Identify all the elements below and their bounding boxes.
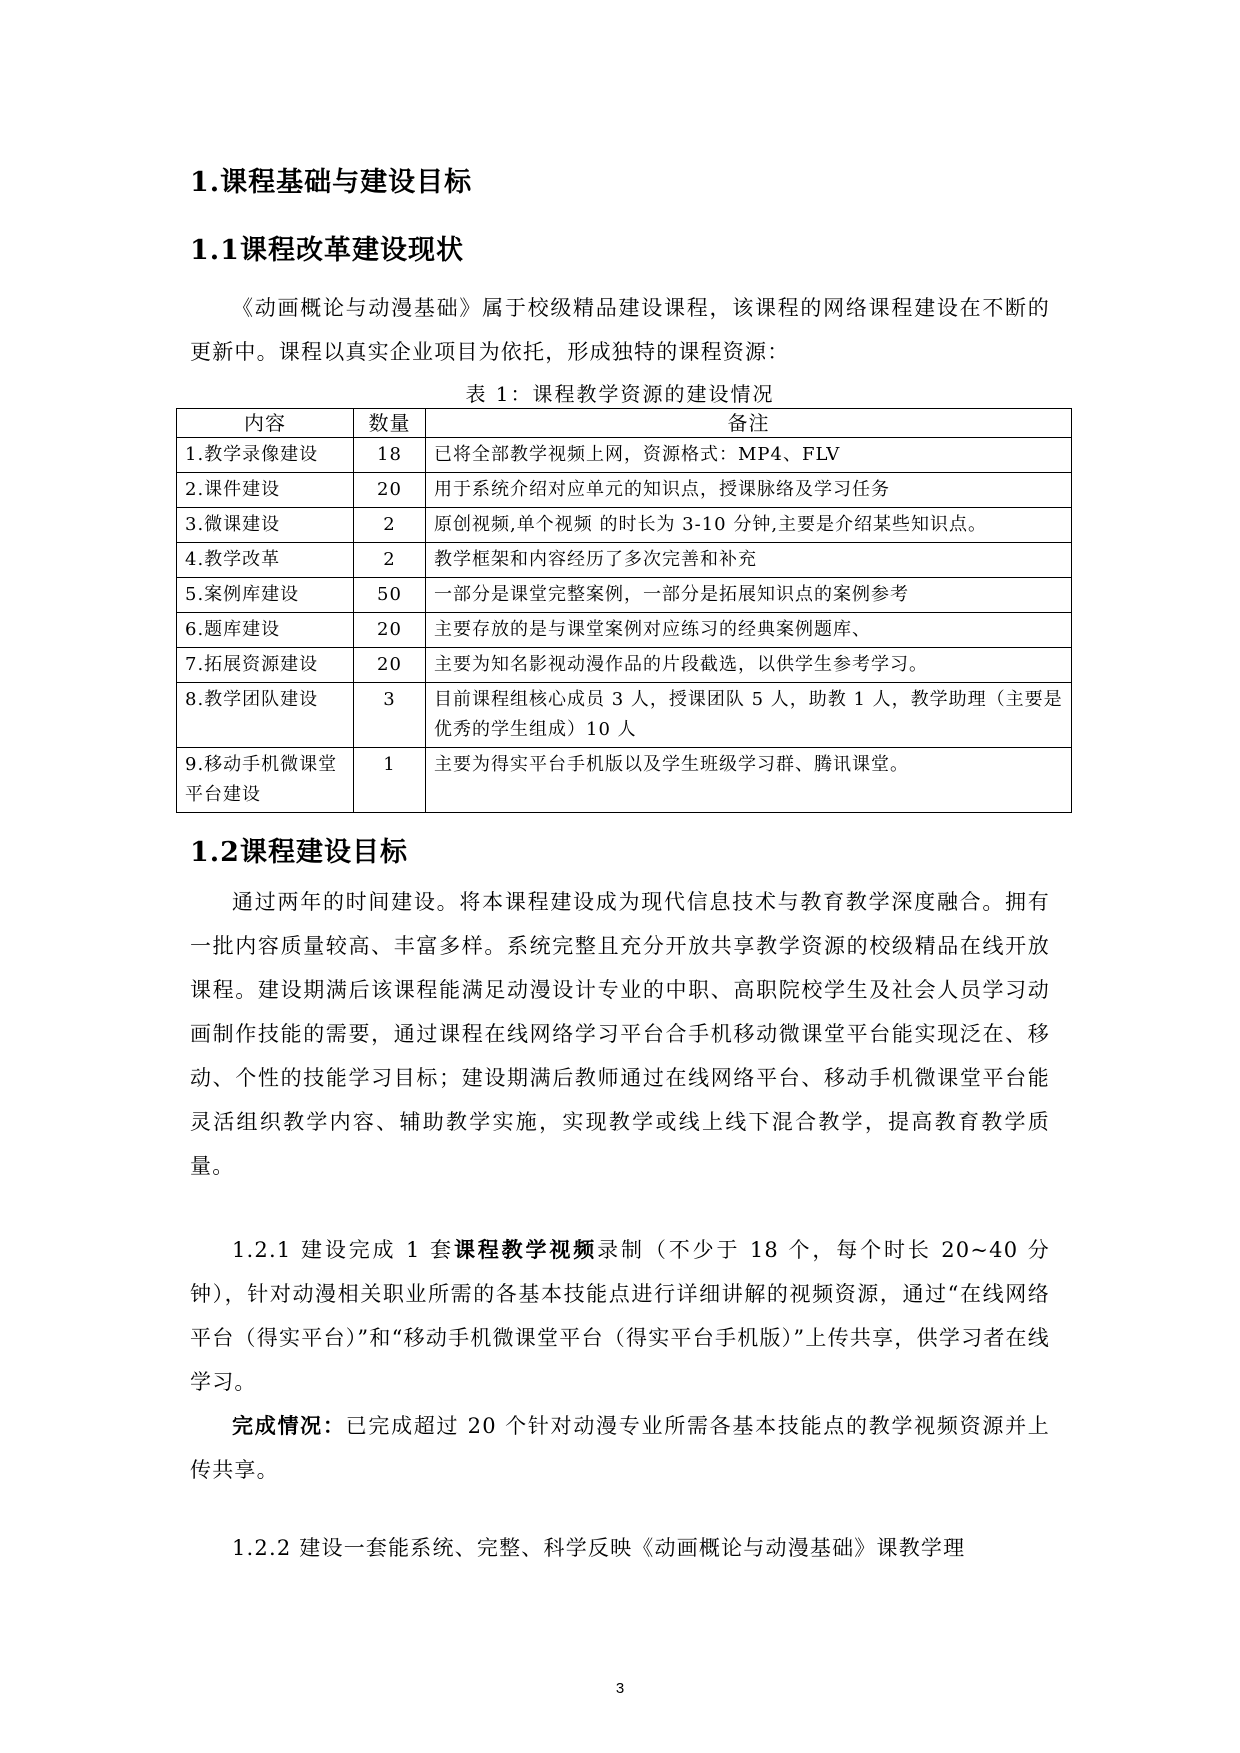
subsection-heading-1-1: 1.1课程改革建设现状: [190, 235, 464, 266]
cell-remarks: 主要为得实平台手机版以及学生班级学习群、腾讯课堂。: [426, 748, 1072, 813]
table-header-row: [177, 409, 1072, 438]
table-row: [177, 748, 1072, 813]
resources-table: [176, 408, 1072, 813]
completion-paragraph: [190, 1404, 1050, 1492]
cell-content: 4.教学改革: [177, 543, 354, 578]
cell-quantity: 20: [354, 613, 426, 648]
table-row: [177, 543, 1072, 578]
cell-quantity: 50: [354, 578, 426, 613]
cell-quantity: 20: [354, 648, 426, 683]
table-body: [177, 438, 1072, 813]
cell-content: 6.题库建设: [177, 613, 354, 648]
completion-text: 已完成超过 20 个针对动漫专业所需各基本技能点的教学视频资源并上传共享。: [190, 1414, 1051, 1482]
header-quantity: 数量: [354, 409, 426, 438]
cell-remarks: 已将全部教学视频上网，资源格式：MP4、FLV: [426, 438, 1072, 473]
item-1-2-2-paragraph: 1.2.2 建设一套能系统、完整、科学反映《动画概论与动漫基础》课教学理: [232, 1536, 966, 1560]
table-row: [177, 438, 1072, 473]
intro-paragraph: 《动画概论与动漫基础》属于校级精品建设课程，该课程的网络课程建设在不断的更新中。课程以真实企业项目为依托，形成独特的课程资源：: [190, 296, 1050, 364]
item-1-2-1-bold: 课程教学视频: [453, 1237, 598, 1262]
item-1-2-1-suffix: 录制（不少于 18 个，每个时长 20~40 分钟），针对动漫相关职业所需的各基本技能点进行详细讲解的视频资源，通过“在线网络平台（得实平台）”和“移动手机微课堂平台（得实平台手机版）”上传共享，供学习者在线学习。: [190, 1238, 1051, 1394]
header-content: 内容: [177, 409, 354, 438]
cell-content: 5.案例库建设: [177, 578, 354, 613]
cell-quantity: 20: [354, 473, 426, 508]
header-remarks: 备注: [426, 409, 1072, 438]
table-row: [177, 473, 1072, 508]
cell-remarks: 主要为知名影视动漫作品的片段截选，以供学生参考学习。: [426, 648, 1072, 683]
goal-paragraph: 通过两年的时间建设。将本课程建设成为现代信息技术与教育教学深度融合。拥有一批内容质量较高、丰富多样。系统完整且充分开放共享教学资源的校级精品在线开放课程。建设期满后该课程能满足动漫设计专业的中职、高职院校学生及社会人员学习动画制作技能的需要，通过课程在线网络学习平台合手机移动微课堂平台能实现泛在、移动、个性的技能学习目标；建设期满后教师通过在线网络平台、移动手机微课堂平台能灵活组织教学内容、辅助教学实施，实现教学或线上线下混合教学，提高教育教学质量。: [190, 890, 1050, 1178]
cell-content: 8.教学团队建设: [177, 683, 354, 748]
cell-remarks: 一部分是课堂完整案例，一部分是拓展知识点的案例参考: [426, 578, 1072, 613]
cell-quantity: 1: [354, 748, 426, 813]
cell-remarks: 原创视频,单个视频 的时长为 3-10 分钟,主要是介绍某些知识点。: [426, 508, 1072, 543]
table-row: [177, 578, 1072, 613]
cell-content: 3.微课建设: [177, 508, 354, 543]
cell-remarks: 主要存放的是与课堂案例对应练习的经典案例题库、: [426, 613, 1072, 648]
subsection-heading-1-2: 1.2课程建设目标: [190, 837, 408, 868]
table-row: [177, 613, 1072, 648]
cell-remarks: 教学框架和内容经历了多次完善和补充: [426, 543, 1072, 578]
cell-quantity: 2: [354, 508, 426, 543]
cell-content: 1.教学录像建设: [177, 438, 354, 473]
completion-label: 完成情况：: [232, 1413, 346, 1438]
table-row: [177, 683, 1072, 748]
table-row: [177, 508, 1072, 543]
section-heading: 1.课程基础与建设目标: [190, 167, 473, 198]
table-row: [177, 648, 1072, 683]
table-caption: 表 1：课程教学资源的建设情况: [465, 382, 775, 406]
item-1-2-1-prefix: 1.2.1 建设完成 1 套: [232, 1238, 454, 1262]
cell-content: 2.课件建设: [177, 473, 354, 508]
cell-quantity: 18: [354, 438, 426, 473]
page-number: 3: [615, 1680, 625, 1697]
cell-quantity: 3: [354, 683, 426, 748]
cell-quantity: 2: [354, 543, 426, 578]
cell-remarks: 目前课程组核心成员 3 人，授课团队 5 人，助教 1 人，教学助理（主要是优秀的学生组成）10 人: [426, 683, 1072, 748]
item-1-2-1-paragraph: [190, 1228, 1050, 1404]
cell-remarks: 用于系统介绍对应单元的知识点，授课脉络及学习任务: [426, 473, 1072, 508]
cell-content: 7.拓展资源建设: [177, 648, 354, 683]
cell-content: 9.移动手机微课堂平台建设: [177, 748, 354, 813]
